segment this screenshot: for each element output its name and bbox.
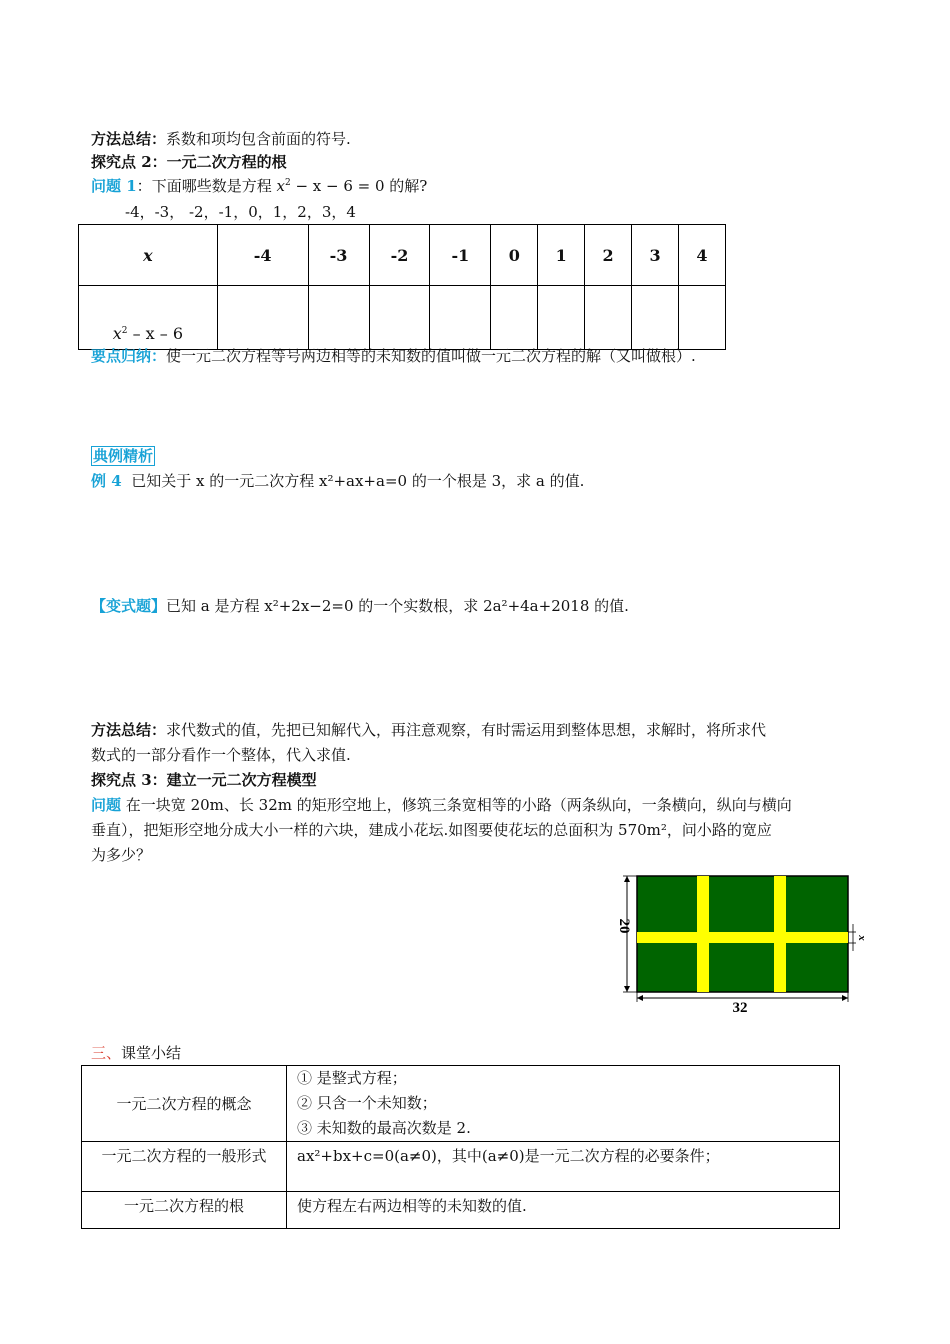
problem-line2: 垂直），把矩形空地分成大小一样的六块，建成小花坛.如图要使花坛的总面积为 570m²，问小路的宽应 — [91, 821, 772, 839]
table-cell — [308, 286, 369, 350]
question-1: 问题 1：下面哪些数是方程 $x^2 - x - 6 = 0$ 的解? — [91, 177, 428, 195]
table-cell — [538, 286, 585, 350]
table-row-label: $x^2$ – x – 6 — [79, 286, 218, 350]
table-cell: 1 — [538, 225, 585, 286]
summary-value-general-form: ax²+bx+c=0(a≠0)，其中(a≠0)是一元二次方程的必要条件； — [287, 1142, 840, 1192]
section-heading-2: 探究点 2：一元二次方程的根 — [91, 153, 287, 171]
roots-table — [78, 224, 726, 350]
section-heading-3: 探究点 3：建立一元二次方程模型 — [91, 771, 317, 789]
horizontal-road — [637, 932, 848, 943]
table-cell: -1 — [430, 225, 491, 286]
width-label: 32 — [732, 1000, 748, 1016]
summary-label-root: 一元二次方程的根 — [82, 1192, 287, 1229]
table-cell — [585, 286, 632, 350]
table-cell: -3 — [308, 225, 369, 286]
table-cell: 4 — [679, 225, 726, 286]
summary-value-root: 使方程左右两边相等的未知数的值. — [287, 1192, 840, 1229]
table-cell: -2 — [369, 225, 430, 286]
summary-heading: 三、课堂小结 — [91, 1044, 182, 1062]
summary-table — [81, 1065, 840, 1229]
problem-line3: 为多少？ — [91, 846, 152, 864]
variant-question: 【变式题】已知 a 是方程 x²+2x−2=0 的一个实数根，求 2a²+4a+2018 的值. — [91, 597, 629, 615]
table-cell: 2 — [585, 225, 632, 286]
field-diagram — [615, 866, 870, 1016]
summary-label-general-form: 一元二次方程的一般形式 — [82, 1142, 287, 1192]
table-cell — [369, 286, 430, 350]
height-label: 20 — [616, 918, 632, 934]
method-summary-1: 方法总结：系数和项均包含前面的符号. — [91, 130, 351, 148]
table-cell — [679, 286, 726, 350]
table-cell — [491, 286, 538, 350]
method-summary-2-line1: 方法总结：求代数式的值，先把已知解代入，再注意观察，有时需运用到整体思想，求解时，将所求代 — [91, 721, 767, 739]
table-cell: 3 — [632, 225, 679, 286]
summary-label-concept: 一元二次方程的概念 — [82, 1066, 287, 1142]
table-header-x: x — [79, 225, 218, 286]
candidate-numbers: -4，-3， -2，-1，0，1，2，3，4 — [125, 203, 356, 221]
example-section-label: 典例精析 — [93, 447, 154, 465]
table-cell — [217, 286, 308, 350]
summary-value-concept: ① 是整式方程； ② 只含一个未知数； ③ 未知数的最高次数是 2. — [287, 1066, 840, 1142]
table-cell — [430, 286, 491, 350]
table-cell: 0 — [491, 225, 538, 286]
table-cell — [632, 286, 679, 350]
problem-line1: 问题 在一块宽 20m、长 32m 的矩形空地上，修筑三条宽相等的小路（两条纵向，一条横向，纵向与横向 — [91, 796, 792, 814]
method-summary-2-line2: 数式的一部分看作一个整体，代入求值. — [91, 746, 351, 764]
table-cell: -4 — [217, 225, 308, 286]
road-width-label: x — [856, 935, 868, 941]
key-point: 要点归纳：使一元二次方程等号两边相等的未知数的值叫做一元二次方程的解（又叫做根）. — [91, 347, 696, 365]
example-4: 例 4 已知关于 x 的一元二次方程 x²+ax+a=0 的一个根是 3，求 a 的值. — [91, 472, 585, 490]
